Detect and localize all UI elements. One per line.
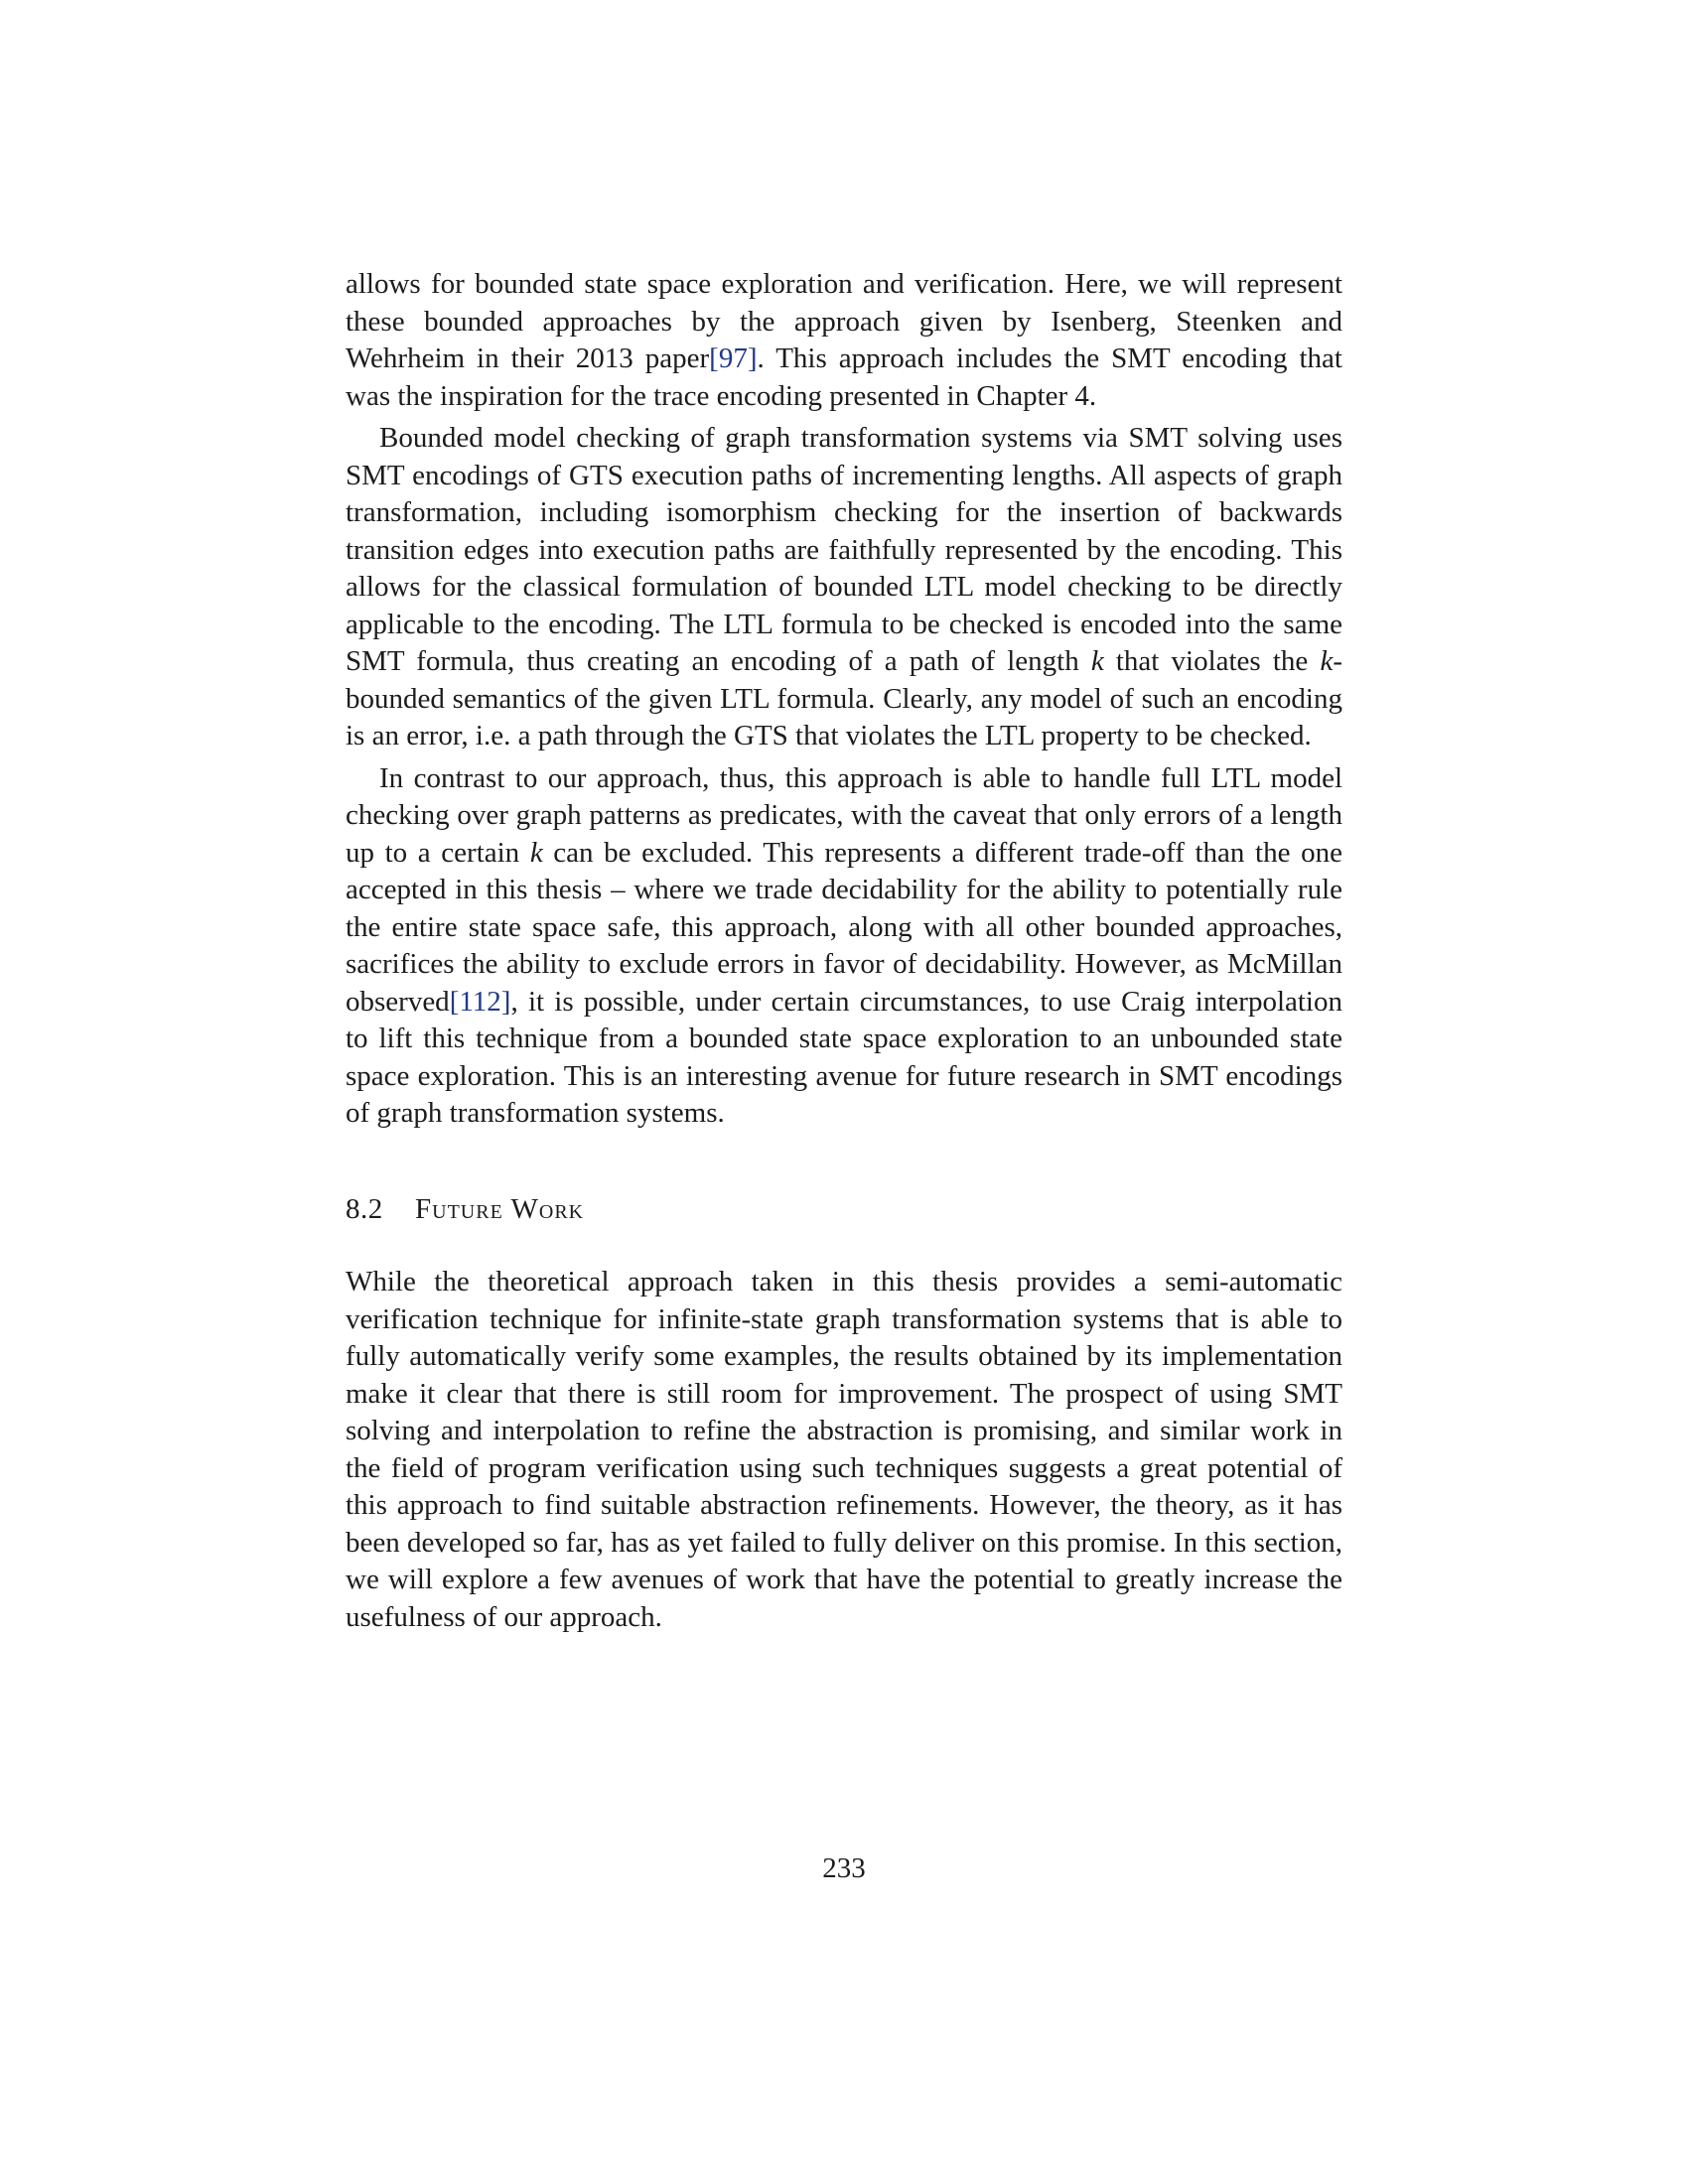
variable-k: k [529, 836, 543, 869]
citation-97-link[interactable]: [97] [709, 342, 758, 374]
section-title: Future Work [415, 1193, 585, 1225]
body-text-lower [346, 1264, 1342, 1636]
contrast-paragraph: In contrast to our approach, thus, this approach is able to handle full LTL model checking over graph patterns as predicates, with the caveat that only errors of a length up to a certain k can be excluded. This represents a different trade-off than the one accepted in this thesis – where we trade decidability for the ability to potentially rule the entire state space safe, this approach, along with all other bounded approaches, sacrifices the ability to exclude errors in favor of decidability. However, as McMillan observed[112], it is possible, under certain circumstances, to use Craig interpolation to lift this technique from a bounded state space exploration to an unbounded state space exploration. This is an interesting avenue for future research in SMT encodings of graph transformation systems. [346, 761, 1342, 1129]
variable-k: k [1090, 645, 1104, 677]
body-text-upper [346, 266, 1342, 1133]
intro-paragraph: allows for bounded state space exploration and verification. Here, we will represent these bounded approaches by the approach given by Isenberg, Steenken and Wehrheim in their 2013 paper[97]. This approach includes the SMT encoding that was the inspiration for the trace encoding presented in Chapter 4. [346, 268, 1342, 412]
variable-k: k [1320, 645, 1334, 677]
page-number: 233 [822, 1852, 866, 1884]
citation-112-link[interactable]: [112] [449, 985, 511, 1018]
future-work-paragraph: While the theoretical approach taken in this thesis provides a semi-automatic verification technique for infinite-state graph transformation systems that is able to fully automatically verify some examples, the results obtained by its implementation make it clear that there is still room for improvement. The prospect of using SMT solving and interpolation to refine the abstraction is promising, and similar work in the field of program verification using such techniques suggests a great potential of this approach to find suitable abstraction refinements. However, the theory, as it has been developed so far, has as yet failed to fully deliver on this promise. In this section, we will explore a few avenues of work that have the potential to greatly increase the usefulness of our approach. [346, 1266, 1342, 1633]
bmc-paragraph: Bounded model checking of graph transformation systems via SMT solving uses SMT encodings of GTS execution paths of incrementing lengths. All aspects of graph transformation, including isomorphism checking for the insertion of backwards transition edges into execution paths are faithfully represented by the encoding. This allows for the classical formulation of bounded LTL model checking to be directly applicable to the encoding. The LTL formula to be checked is encoded into the same SMT formula, thus creating an encoding of a path of length k that violates the k-bounded semantics of the given LTL formula. Clearly, any model of such an encoding is an error, i.e. a path through the GTS that violates the LTL property to be checked. [346, 422, 1342, 751]
section-number: 8.2 [346, 1193, 383, 1225]
section-heading-future-work [346, 1189, 584, 1229]
